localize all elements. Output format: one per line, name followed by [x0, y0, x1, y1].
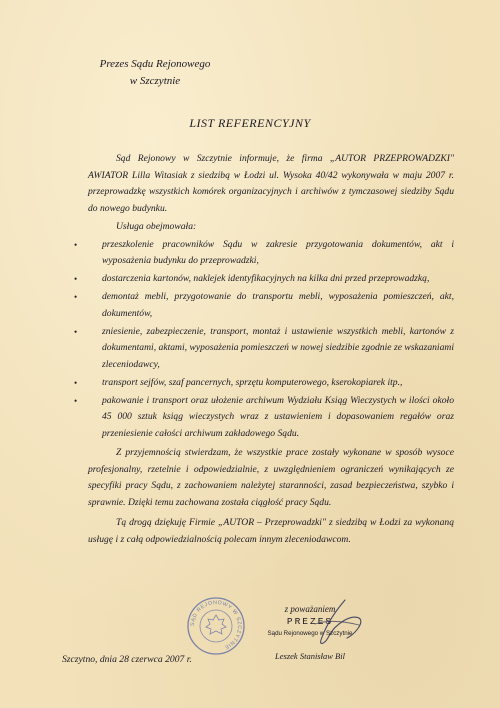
- closing-phrase: z poważaniem: [284, 604, 336, 614]
- thanks-paragraph: Tą drogą dziękuję Firmie „AUTOR – Przeprowadzki" z siedzibą w Łodzi za wykonaną usługę i z całą odpowiedzialnością polecam innym zleceniodawcom.: [88, 517, 454, 545]
- list-item: • demontaż mebli, przygotowanie do transportu mebli, wyposażenia pomieszczeń, akt, dokumentów,: [74, 291, 454, 319]
- list-item: • transport sejfów, szaf pancernych, sprzętu komputerowego, kserokopiarek itp.,: [88, 375, 454, 392]
- list-item: • przeszkolenie pracowników Sądu w zakresie przygotowania dokumentów, akt i wyposażenia budynku do przeprowadzki,: [74, 238, 454, 266]
- bullet-icon: •: [74, 274, 78, 284]
- date-line: Szczytno, dnia 28 czerwca 2007 r.: [62, 654, 192, 665]
- intro-paragraph: Sąd Rejonowy w Szczytnie informuje, że firma „AUTOR PRZEPROWADZKI" AWIATOR Lilla Witasiak z siedzibą w Łodzi ul. Wysoka 40/42 wykonywała w maju 2007 r. przeprowadzkę wszystkich komórek organizacyjnych i archiwów z tymczasowej siedziby Sądu do nowego budynku.: [88, 153, 454, 214]
- letter-body: [74, 151, 454, 548]
- stamp-title: PREZES: [286, 616, 334, 627]
- sender-line-2: w Szczytnie: [129, 75, 181, 87]
- sender-header: [60, 56, 250, 90]
- list-item: • dostarczenia kartonów, naklejek identyfikacyjnych na kilka dni przed przeprowadzką,: [88, 271, 454, 288]
- list-item: • pakowanie i transport oraz ułożenie archiwum Wydziału Ksiąg Wieczystych w ilości około 45 000 sztuk ksiąg wieczystych wraz z ustawieniem i dopasowaniem regałów oraz przeniesienie całości archiwum zakładowego Sądu.: [74, 394, 454, 439]
- bullet-icon: •: [74, 395, 78, 406]
- svg-text:SĄD REJONOWY W SZCZYTNIE: [190, 600, 242, 650]
- signatory-name: Leszek Stanisław Bil: [275, 651, 345, 661]
- bullet-icon: •: [74, 239, 78, 250]
- bullet-icon: •: [74, 377, 78, 388]
- confirmation-paragraph: Z przyjemnością stwierdzam, że wszystkie prace zostały wykonane w sposób wysoce profesjonalny, rzetelnie i odpowiedzialnie, z uwzględnieniem ograniczeń wynikających ze specyfiki pracy Sądu, z zachowaniem należytej staranności, zasad bezpieczeństwa, szybko i sprawnie. Dzięki temu zachowana została ciągłość pracy Sądu.: [88, 447, 454, 508]
- court-seal-icon: [186, 596, 246, 656]
- list-item: • zniesienie, zabezpieczenie, transport, montaż i ustawienie wszystkich mebli, kartonów z dokumentami, aktami, wyposażenia pomieszczeń w nowej siedzibie zgodnie ze wskazaniami zleceniodawcy,: [74, 325, 454, 370]
- bullet-icon: •: [74, 292, 78, 302]
- sender-line-1: Prezes Sądu Rejonowego: [99, 58, 211, 70]
- letter-title: LIST REFERENCYJNY: [189, 116, 311, 130]
- stamp-court: Sądu Rejonowego w Szczytnie: [267, 630, 353, 637]
- signature-block: [250, 603, 370, 662]
- bullet-icon: •: [74, 326, 78, 337]
- services-list: [74, 237, 454, 443]
- services-lead: Usługa obejmowała:: [116, 221, 197, 232]
- seal-text: SĄD REJONOWY W SZCZYTNIE: [189, 599, 243, 651]
